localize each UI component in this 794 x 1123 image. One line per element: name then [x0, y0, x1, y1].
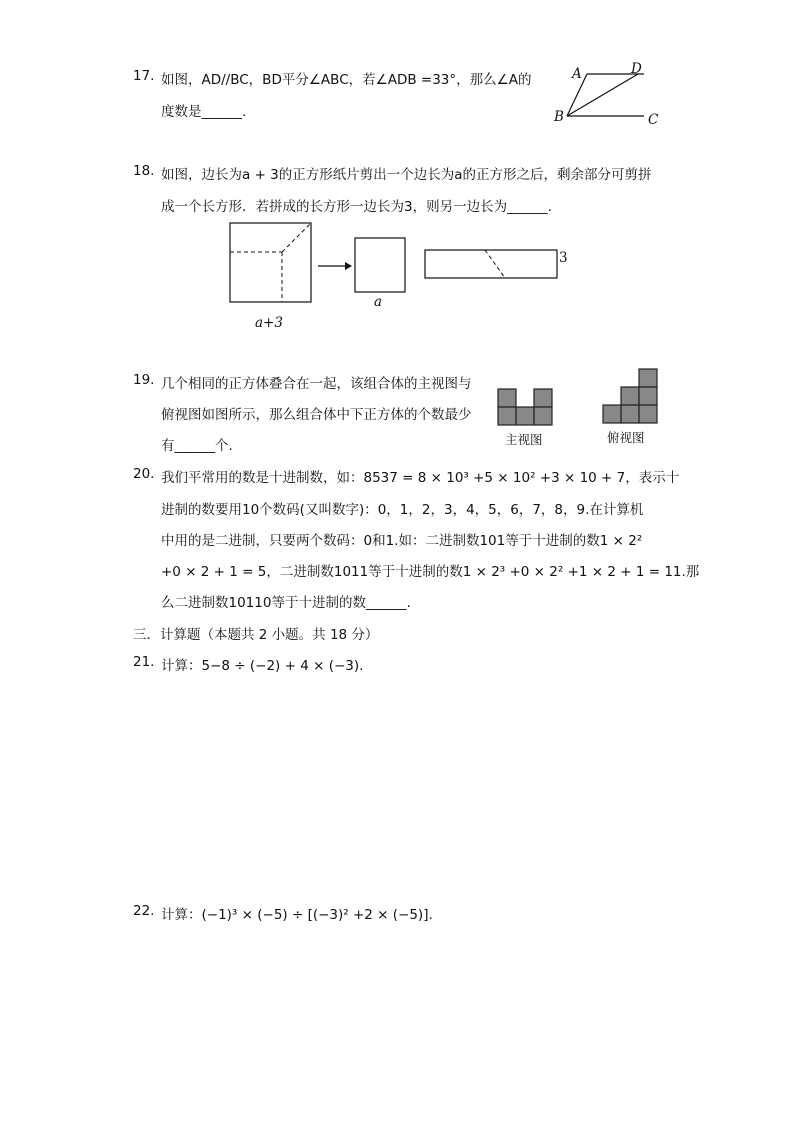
question-text: 几个相同的正方体叠合在一起，该组合体的主视图与 [161, 376, 472, 392]
question-text: 我们平常用的数是十进制数，如：8537 = 8 × 10³ +5 × 10² +3 × 10 + 7，表示十 [161, 470, 680, 486]
question-text: 如图，AD//BC，BD平分∠ABC，若∠ADB =33°，那么∠A的 [161, 72, 532, 88]
parallel-lines-figure [552, 62, 662, 127]
question-text: 有______个. [161, 438, 233, 454]
question-text: 成一个长方形．若拼成的长方形一边长为3，则另一边长为______. [161, 199, 552, 215]
question-number: 22. [133, 903, 155, 919]
side-label: a [374, 294, 383, 310]
point-label: C [648, 112, 659, 128]
question-text: +0 × 2 + 1 = 5，二进制数1011等于十进制的数1 × 2³ +0 × 2² +1 × 2 + 1 = 11.那 [161, 564, 700, 580]
question-number: 21. [133, 654, 155, 670]
side-label: a+3 [255, 315, 283, 331]
question-number: 19. [133, 372, 155, 388]
side-label: 3 [559, 250, 568, 266]
view-caption: 俯视图 [607, 430, 645, 445]
question-text: 如图，边长为a + 3的正方形纸片剪出一个边长为a的正方形之后，剩余部分可剪拼 [161, 167, 652, 183]
question-text: 进制的数要用10个数码(又叫数字)：0，1，2，3，4，5，6，7，8，9.在计算机 [161, 502, 644, 518]
question-text: 度数是______. [161, 104, 247, 120]
question-number: 20. [133, 466, 155, 482]
question-text: 计算：(−1)³ × (−5) ÷ [(−3)² +2 × (−5)]. [161, 907, 433, 923]
view-caption: 主视图 [505, 432, 543, 447]
question-text: 中用的是二进制，只要两个数码：0和1.如：二进制数101等于十进制的数1 × 2² [161, 533, 643, 549]
question-number: 17. [133, 68, 155, 84]
point-label: B [554, 109, 564, 125]
point-label: A [572, 66, 582, 82]
front-view-figure [497, 387, 555, 427]
top-view-figure [601, 367, 661, 425]
question-text: 俯视图如图所示，那么组合体中下正方体的个数最少 [161, 407, 472, 423]
question-number: 18. [133, 163, 155, 179]
section-heading: 三．计算题（本题共 2 小题。共 18 分） [133, 627, 379, 643]
point-label: D [631, 61, 642, 77]
question-text: 么二进制数10110等于十进制的数______. [161, 595, 411, 611]
question-text: 计算：5−8 ÷ (−2) + 4 × (−3). [161, 658, 364, 674]
square-cut-figure [225, 218, 570, 308]
